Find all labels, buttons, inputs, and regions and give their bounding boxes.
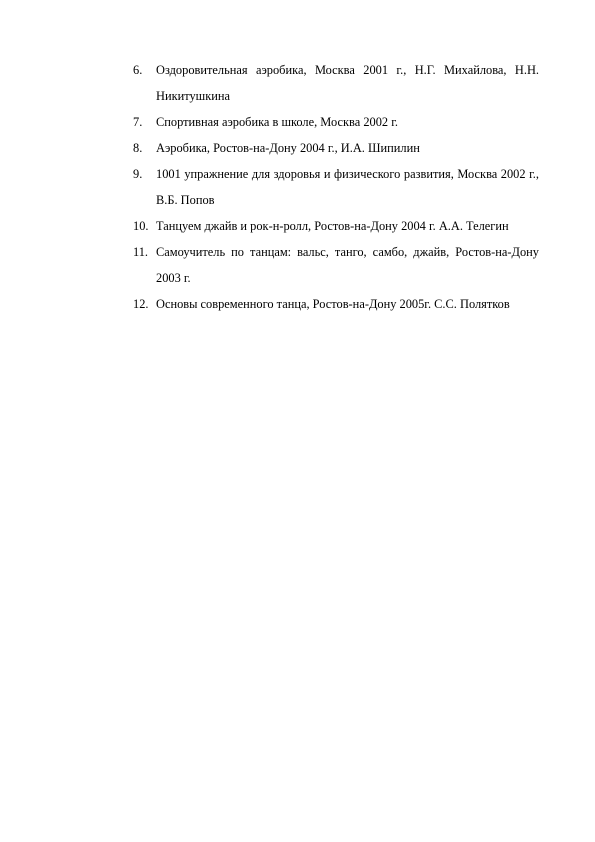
reference-number: 8. xyxy=(133,141,143,155)
reference-item-7 xyxy=(133,109,539,135)
reference-number: 10. xyxy=(133,219,149,233)
reference-text: Оздоровительная аэробика, Москва 2001 г., Н.Г. Михайлова, Н.Н. Никитушкина xyxy=(156,63,539,103)
reference-number: 6. xyxy=(133,63,143,77)
reference-number: 9. xyxy=(133,167,143,181)
reference-text: Танцуем джайв и рок-н-ролл, Ростов-на-Дону 2004 г. А.А. Телегин xyxy=(156,219,509,233)
reference-item-9 xyxy=(133,161,539,213)
reference-item-8 xyxy=(133,135,539,161)
reference-text: Спортивная аэробика в школе, Москва 2002 г. xyxy=(156,115,398,129)
reference-text: 1001 упражнение для здоровья и физического развития, Москва 2002 г., В.Б. Попов xyxy=(156,167,539,207)
reference-text: Аэробика, Ростов-на-Дону 2004 г., И.А. Шипилин xyxy=(156,141,420,155)
reference-number: 11. xyxy=(133,245,149,259)
reference-item-11 xyxy=(133,239,539,291)
reference-number: 7. xyxy=(133,115,143,129)
reference-text: Основы современного танца, Ростов-на-Дону 2005г. С.С. Полятков xyxy=(156,297,510,311)
reference-item-12 xyxy=(133,291,539,317)
reference-item-6 xyxy=(133,57,539,109)
reference-text: Самоучитель по танцам: вальс, танго, самбо, джайв, Ростов-на-Дону 2003 г. xyxy=(156,245,539,285)
reference-number: 12. xyxy=(133,297,149,311)
reference-item-10 xyxy=(133,213,539,239)
reference-list xyxy=(133,57,539,317)
